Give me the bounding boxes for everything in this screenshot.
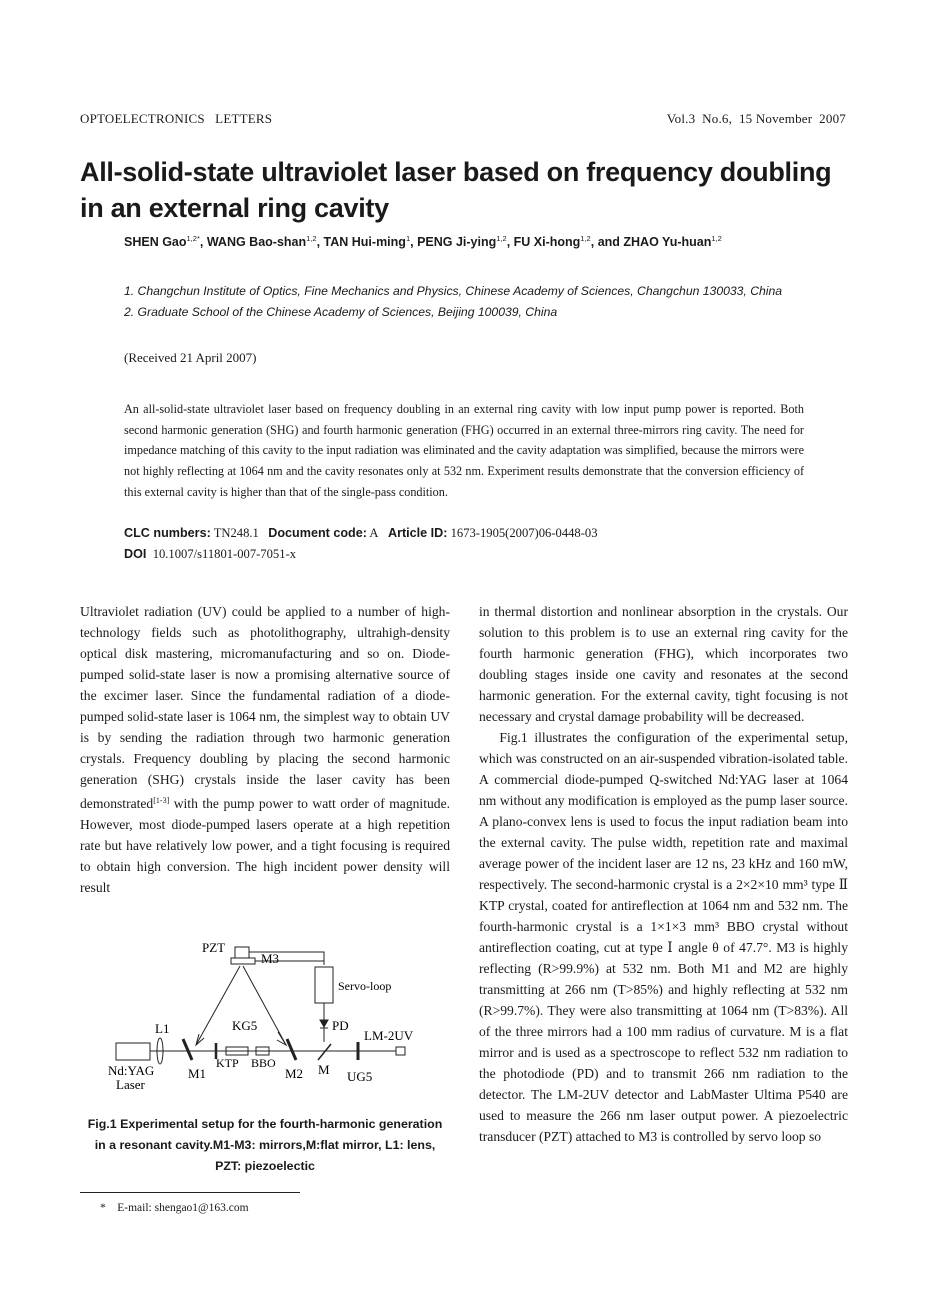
label-m2: M2 bbox=[285, 1066, 304, 1081]
laser-box bbox=[116, 1043, 150, 1060]
affiliation-2: 2. Graduate School of the Chinese Academy of Sciences, Beijing 100039, China bbox=[124, 305, 558, 319]
label-ktp: KTP bbox=[216, 1056, 239, 1070]
mirror-m1 bbox=[183, 1039, 192, 1060]
citation-ref[interactable]: [1-3] bbox=[153, 796, 170, 805]
doi-line: DOI 10.1007/s11801-007-7051-x bbox=[124, 547, 296, 561]
label-laser: Laser bbox=[116, 1077, 145, 1092]
author: PENG Ji-ying$^{1,2}$ bbox=[417, 234, 507, 249]
figure-1-setup-diagram bbox=[100, 930, 440, 1100]
issue-info: Vol.3 No.6, 15 November 2007 bbox=[666, 111, 846, 126]
affiliation-1: 1. Changchun Institute of Optics, Fine Mechanics and Physics, Chinese Academy of Sciences, Changchun 130033, China bbox=[124, 284, 783, 298]
author: TAN Hui-ming$^1$ bbox=[323, 234, 411, 249]
servo-loop-box bbox=[315, 967, 333, 1003]
footnote-email: * E-mail: shengao1@163.com bbox=[100, 1202, 249, 1214]
body-right-column bbox=[479, 601, 848, 1147]
detector-box bbox=[396, 1047, 405, 1055]
label-lm2uv: LM-2UV bbox=[364, 1028, 414, 1043]
arrow-head bbox=[277, 1032, 286, 1045]
abstract: An all-solid-state ultraviolet laser based on frequency doubling in an external ring cavity with low input pump power is reported. Both second harmonic generation (SHG) and fourth harmonic generation (FHG) occurred in an external three-mirrors ring cavity. The need for impedance matching of this cavity to the input radiation was eliminated and the cavity adaptation was simplified, because the mirrors were not highly reflecting at 1064 nm and the cavity resonates only at 532 nm. Experiment results demonstrate that the conversion efficiency of this external cavity is higher than that of the single-pass condition. bbox=[124, 402, 804, 499]
figure-1-caption: Fig.1 Experimental setup for the fourth-harmonic generation in a resonant cavity.M1-M3: mirrors,M:flat mirror, L1: lens, PZT: piezoelectic bbox=[87, 1117, 443, 1173]
paragraph: Fig.1 illustrates the configuration of the experimental setup, which was constructed on an air-suspended vibration-isolated table. A commercial diode-pumped Q-switched Nd:YAG laser at 1064 nm without any modification is employed as the pump laser source. A plano-convex lens is used to focus the input radiation beam into the external cavity. The pulse width, repetition rate and maximal average power of the incident laser are 12 ns, 23 kHz and 160 mW, respectively. The second-harmonic crystal is a 2×2×10 mm³ type Ⅱ KTP crystal, coated for antireflection at 1064 nm and 532 nm. The fourth-harmonic crystal is a 1×1×3 mm³ BBO crystal without antireflection coating, cut at type Ⅰ angle θ of 47.7°. M3 is highly reflecting (R>99.9%) at 532 nm. Both M1 and M2 are highly transmitting at 266 nm (T>85%) and highly reflecting at 532 nm (R>99.7%). They were also transmitting at 1064 nm (T>83%). All of the three mirrors had a 100 mm radius of curvature. M is a flat mirror and is used as a spectroscope to reflect 532 nm radiation to the photodiode (PD) and to transmit 266 nm radiation to the detector. The LM-2UV detector and LabMaster Ultima P540 are used to measure the 266 nm laser output power. A piezoelectric transducer (PZT) attached to M3 is controlled by servo loop so bbox=[479, 730, 848, 1144]
footnote-rule bbox=[80, 1192, 300, 1193]
paper-title: All-solid-state ultraviolet laser based on frequency doubling in an external ring cavity bbox=[80, 157, 832, 223]
label-m: M bbox=[318, 1062, 330, 1077]
label-ndyag: Nd:YAG bbox=[108, 1063, 155, 1078]
cavity-leg-1 bbox=[196, 966, 240, 1045]
body-left-column: Ultraviolet radiation (UV) could be applied to a number of high-technology fields such as photolithography, ultrahigh-density optical disk mastering, micromanufacturing and so on. Diode-pumped solid-state laser is now a promising alternative source of the excimer laser. Since the fundamental radiation of a diode-pumped solid-state laser is 1064 nm, the simplest way to obtain UV is by sending the radiation through two harmonic generation crystals. Frequency doubling by placing the second harmonic generation (SHG) crystals inside the laser cavity has been demonstrated[1-3] with the pump power to watt order of magnitude. However, most diode-pumped lasers operate at a high repetition rate but have relatively low power, and a tight focusing is required to obtain high conversion. The high incident power density will result bbox=[80, 604, 450, 895]
author: SHEN Gao$^{1,2*}$ bbox=[124, 234, 200, 249]
label-pzt: PZT bbox=[202, 940, 226, 955]
mirror-m2 bbox=[287, 1039, 296, 1060]
cavity-leg-2 bbox=[243, 966, 286, 1045]
pzt-box bbox=[235, 947, 249, 958]
label-pd: PD bbox=[332, 1018, 349, 1033]
photodiode bbox=[320, 1020, 328, 1027]
label-m1: M1 bbox=[188, 1066, 207, 1081]
label-kg5: KG5 bbox=[232, 1018, 258, 1033]
author: and ZHAO Yu-huan$^{1,2}$ bbox=[597, 234, 722, 249]
classification-line: CLC numbers: TN248.1 Document code: A Article ID: 1673-1905(2007)06-0448-03 bbox=[124, 526, 598, 540]
paragraph: in thermal distortion and nonlinear absorption in the crystals. Our solution to this problem is to use an external ring cavity for the fourth harmonic generation (FHG), which incorporates two doubling stages inside one cavity and resonates at the second harmonic generation. For the external cavity, tight focusing is not necessary and crystal damage probability will be decreased. bbox=[479, 604, 848, 724]
label-bbo: BBO bbox=[251, 1056, 276, 1070]
arrow-head bbox=[196, 1034, 204, 1045]
received-date: (Received 21 April 2007) bbox=[124, 350, 257, 365]
author: FU Xi-hong$^{1,2}$ bbox=[513, 234, 591, 249]
journal-name: OPTOELECTRONICS LETTERS bbox=[80, 111, 273, 126]
doi-link[interactable]: 10.1007/s11801-007-7051-x bbox=[152, 547, 296, 561]
author-list: SHEN Gao$^{1,2*}$, WANG Bao-shan$^{1,2}$, TAN Hui-ming$^1$, PENG Ji-ying$^{1,2}$, FU Xi-hong$^{1,2}$, and ZHAO Yu-huan$^{1,2}$ bbox=[124, 234, 722, 249]
label-servo: Servo-loop bbox=[338, 979, 392, 993]
mirror-m3 bbox=[231, 958, 255, 964]
author: WANG Bao-shan$^{1,2}$ bbox=[206, 234, 317, 249]
flat-mirror-m bbox=[318, 1044, 331, 1060]
label-m3: M3 bbox=[261, 951, 280, 966]
label-l1: L1 bbox=[155, 1021, 170, 1036]
label-ug5: UG5 bbox=[347, 1069, 373, 1084]
